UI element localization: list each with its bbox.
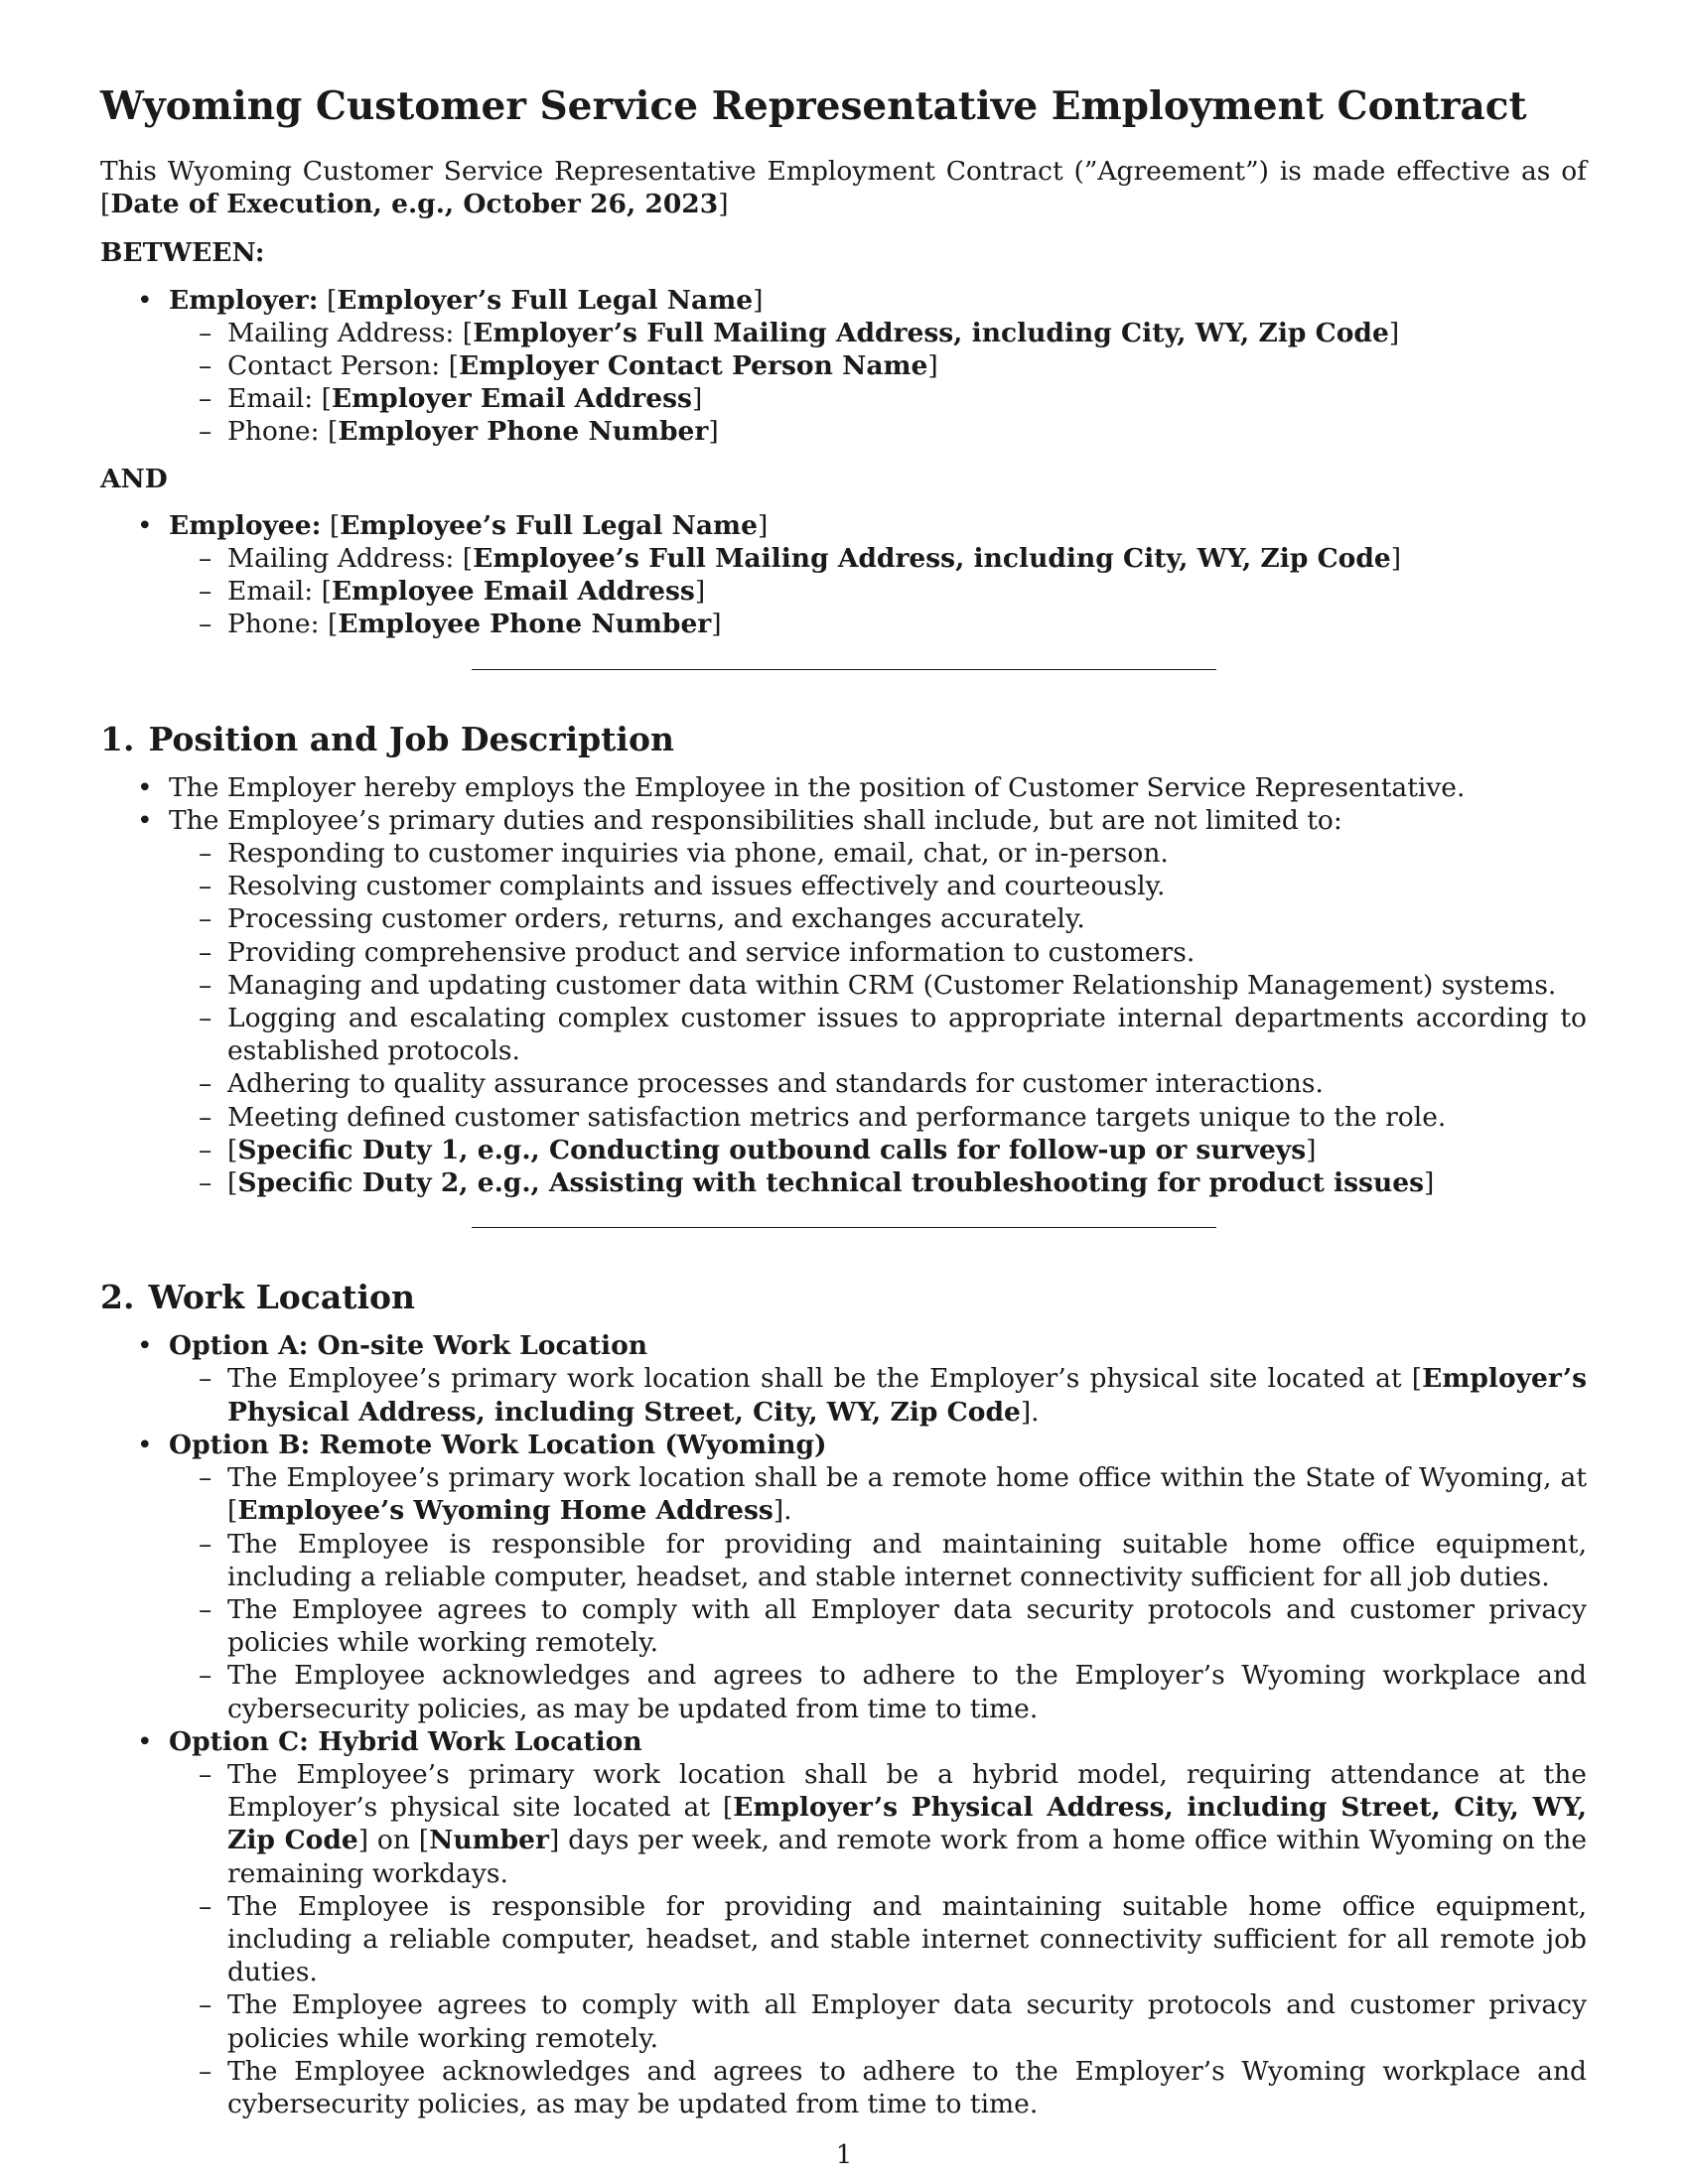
- section-number: 2.: [100, 1278, 135, 1317]
- detail-label: Phone:: [227, 416, 328, 448]
- address-placeholder: Employee’s Wyoming Home Address: [237, 1495, 774, 1527]
- detail-label: Email:: [227, 383, 322, 415]
- option-title: Option A: On-site Work Location: [169, 1330, 648, 1362]
- option-title: Option C: Hybrid Work Location: [169, 1725, 642, 1757]
- document-page: [100, 83, 1587, 2120]
- employer-details: [169, 317, 1587, 449]
- option-title: Option B: Remote Work Location (Wyoming): [169, 1429, 827, 1460]
- employer-detail: – Phone: [Employer Phone Number]: [169, 415, 1587, 448]
- detail-value: Employer’s Full Mailing Address, including City, WY, Zip Code: [473, 317, 1389, 348]
- detail-label: Mailing Address:: [227, 543, 463, 575]
- section-1-list: [100, 771, 1587, 1200]
- option-text: The Employee’s primary work location shall be the Employer’s physical site located at: [227, 1363, 1412, 1395]
- option-text: days per week, and remote work from a home office within Wyoming on the remaining workdays.: [227, 1825, 1588, 1889]
- detail-value: Employer Phone Number: [338, 416, 709, 448]
- intro-paragraph: This Wyoming Customer Service Representative Employment Contract (”Agreement”) is made effective as of [Date of Execution, e.g., October 26, 2023]: [100, 156, 1587, 220]
- option-item: – The Employee’s primary work location shall be the Employer’s physical site located at [Employer’s Physical Address, including Street, City, WY, Zip Code].: [169, 1362, 1587, 1428]
- option-item: – The Employee agrees to comply with all Employer data security protocols and customer privacy policies while working remotely.: [169, 1593, 1587, 1659]
- detail-value: Employer Contact Person Name: [458, 350, 928, 382]
- option-c: [100, 1725, 1587, 2120]
- duty-item: – Responding to customer inquiries via phone, email, chat, or in-person.: [169, 837, 1587, 870]
- option-b: [100, 1429, 1587, 1725]
- employer-name: Employer’s Full Legal Name: [337, 284, 754, 316]
- option-b-items: [169, 1461, 1587, 1725]
- section-divider: [472, 669, 1216, 670]
- detail-label: Contact Person:: [227, 350, 449, 382]
- intro-text: This Wyoming Customer Service Representative Employment Contract (”Agreement”) is made effective as of: [100, 156, 1587, 187]
- address-placeholder: Employer’s Physical Address, including Street, City, WY, Zip Code: [227, 1792, 1587, 1856]
- duty-item: – [Specific Duty 2, e.g., Assisting with technical troubleshooting for product issues]: [169, 1166, 1587, 1199]
- document-title: Wyoming Customer Service Representative Employment Contract: [100, 83, 1527, 129]
- option-item: – The Employee is responsible for providing and maintaining suitable home office equipment, including a reliable computer, headset, and stable internet connectivity sufficient for all job duties.: [169, 1528, 1587, 1593]
- list-item: • The Employer hereby employs the Employee in the position of Customer Service Representative.: [100, 771, 1587, 804]
- duty-item: – Providing comprehensive product and service information to customers.: [169, 936, 1587, 969]
- duty-item: – Processing customer orders, returns, and exchanges accurately.: [169, 902, 1587, 935]
- duties-list: [169, 837, 1587, 1199]
- employer-detail: – Contact Person: [Employer Contact Person Name]: [169, 349, 1587, 382]
- section-2-heading: [100, 1278, 1587, 1317]
- option-item: – The Employee’s primary work location shall be a remote home office within the State of Wyoming, at [Employee’s Wyoming Home Address].: [169, 1461, 1587, 1527]
- option-item: – The Employee acknowledges and agrees to adhere to the Employer’s Wyoming workplace and cybersecurity policies, as may be updated from time to time.: [169, 1659, 1587, 1724]
- specific-duty-placeholder: Specific Duty 2, e.g., Assisting with technical troubleshooting for product issues: [237, 1167, 1425, 1199]
- address-placeholder: Employer’s Physical Address, including Street, City, WY, Zip Code: [227, 1363, 1587, 1428]
- duty-item: – Resolving customer complaints and issues effectively and courteously.: [169, 870, 1587, 902]
- duty-item: – Meeting defined customer satisfaction metrics and performance targets unique to the role.: [169, 1101, 1587, 1134]
- duty-item: – [Specific Duty 1, e.g., Conducting outbound calls for follow-up or surveys]: [169, 1134, 1587, 1166]
- option-a: [100, 1329, 1587, 1429]
- detail-value: Employer Email Address: [331, 383, 692, 415]
- employee-detail: – Phone: [Employee Phone Number]: [169, 608, 1587, 640]
- employer-detail: – Mailing Address: [Employer’s Full Mailing Address, including City, WY, Zip Code]: [169, 317, 1587, 349]
- specific-duty-placeholder: Specific Duty 1, e.g., Conducting outbound calls for follow-up or surveys: [237, 1134, 1307, 1165]
- option-item: – The Employee agrees to comply with all Employer data security protocols and customer privacy policies while working remotely.: [169, 1988, 1587, 2054]
- and-label: AND: [100, 463, 168, 494]
- duty-item: – Managing and updating customer data within CRM (Customer Relationship Management) systems.: [169, 969, 1587, 1002]
- employee-block: [100, 509, 1587, 641]
- option-c-items: [169, 1758, 1587, 2120]
- employee-detail: – Mailing Address: [Employee’s Full Mailing Address, including City, WY, Zip Code]: [169, 542, 1587, 575]
- option-text: The Employee’s primary work location shall be a hybrid model, requiring attendance at the Employer’s physical site located at: [227, 1758, 1587, 1824]
- page-number: 1: [835, 2140, 853, 2170]
- between-label: BETWEEN:: [100, 237, 265, 269]
- employee-label: Employee:: [169, 509, 322, 541]
- employee-name: Employee’s Full Legal Name: [340, 509, 758, 541]
- option-item: – The Employee is responsible for providing and maintaining suitable home office equipment, including a reliable computer, headset, and stable internet connectivity sufficient for all remote job duties.: [169, 1890, 1587, 1989]
- section-number: 1.: [100, 719, 135, 758]
- date-placeholder: Date of Execution, e.g., October 26, 2023: [110, 189, 719, 220]
- employer-label: Employer:: [169, 284, 319, 316]
- option-text: The Employee’s primary work location shall be a remote home office within the State of Wyoming, at: [227, 1462, 1587, 1494]
- employer-detail: – Email: [Employer Email Address]: [169, 382, 1587, 415]
- detail-value: Employee’s Full Mailing Address, including City, WY, Zip Code: [473, 543, 1391, 575]
- detail-value: Employee Email Address: [331, 576, 695, 608]
- detail-label: Email:: [227, 576, 322, 608]
- number-placeholder: Number: [429, 1825, 549, 1856]
- option-item: – The Employee’s primary work location shall be a hybrid model, requiring attendance at the Employer’s physical site located at [Employer’s Physical Address, including Street, City, WY, Zip Code] on [Number] days per week, and remote work from a home office within Wyoming on the remaining workdays.: [169, 1758, 1587, 1890]
- section-1-heading: [100, 720, 1587, 759]
- detail-value: Employee Phone Number: [338, 609, 712, 640]
- option-item: – The Employee acknowledges and agrees to adhere to the Employer’s Wyoming workplace and cybersecurity policies, as may be updated from time to time.: [169, 2055, 1587, 2120]
- section-title: Work Location: [148, 1278, 416, 1317]
- employee-detail: – Email: [Employee Email Address]: [169, 575, 1587, 608]
- detail-label: Phone:: [227, 609, 328, 640]
- employee-item: • Employee: [Employee’s Full Legal Name] – Mailing Address: [Employee’s Full Mailing Address, including City, WY, Zip Code] – Email: [Employee Email Address] – Phone: [Employee Phone Number]: [100, 509, 1587, 641]
- option-a-items: [169, 1362, 1587, 1428]
- duties-intro: The Employee’s primary duties and responsibilities shall include, but are not limited to:: [169, 804, 1342, 836]
- duty-item: – Adhering to quality assurance processes and standards for customer interactions.: [169, 1067, 1587, 1100]
- detail-label: Mailing Address:: [227, 317, 463, 348]
- employer-block: [100, 284, 1587, 449]
- section-divider: [472, 1227, 1216, 1228]
- duty-item: – Logging and escalating complex customer issues to appropriate internal departments according to established protocols.: [169, 1002, 1587, 1067]
- employee-details: [169, 542, 1587, 641]
- option-text: on: [368, 1825, 419, 1856]
- section-title: Position and Job Description: [148, 719, 674, 758]
- employer-item: • Employer: [Employer’s Full Legal Name] – Mailing Address: [Employer’s Full Mailing Address, including City, WY, Zip Code] – Contact Person: [Employer Contact Person Name] – Email: [Employer Email Address] – Phone: [Employer Phone Number]: [100, 284, 1587, 449]
- list-item: [100, 804, 1587, 1199]
- section-2-list: [100, 1329, 1587, 2120]
